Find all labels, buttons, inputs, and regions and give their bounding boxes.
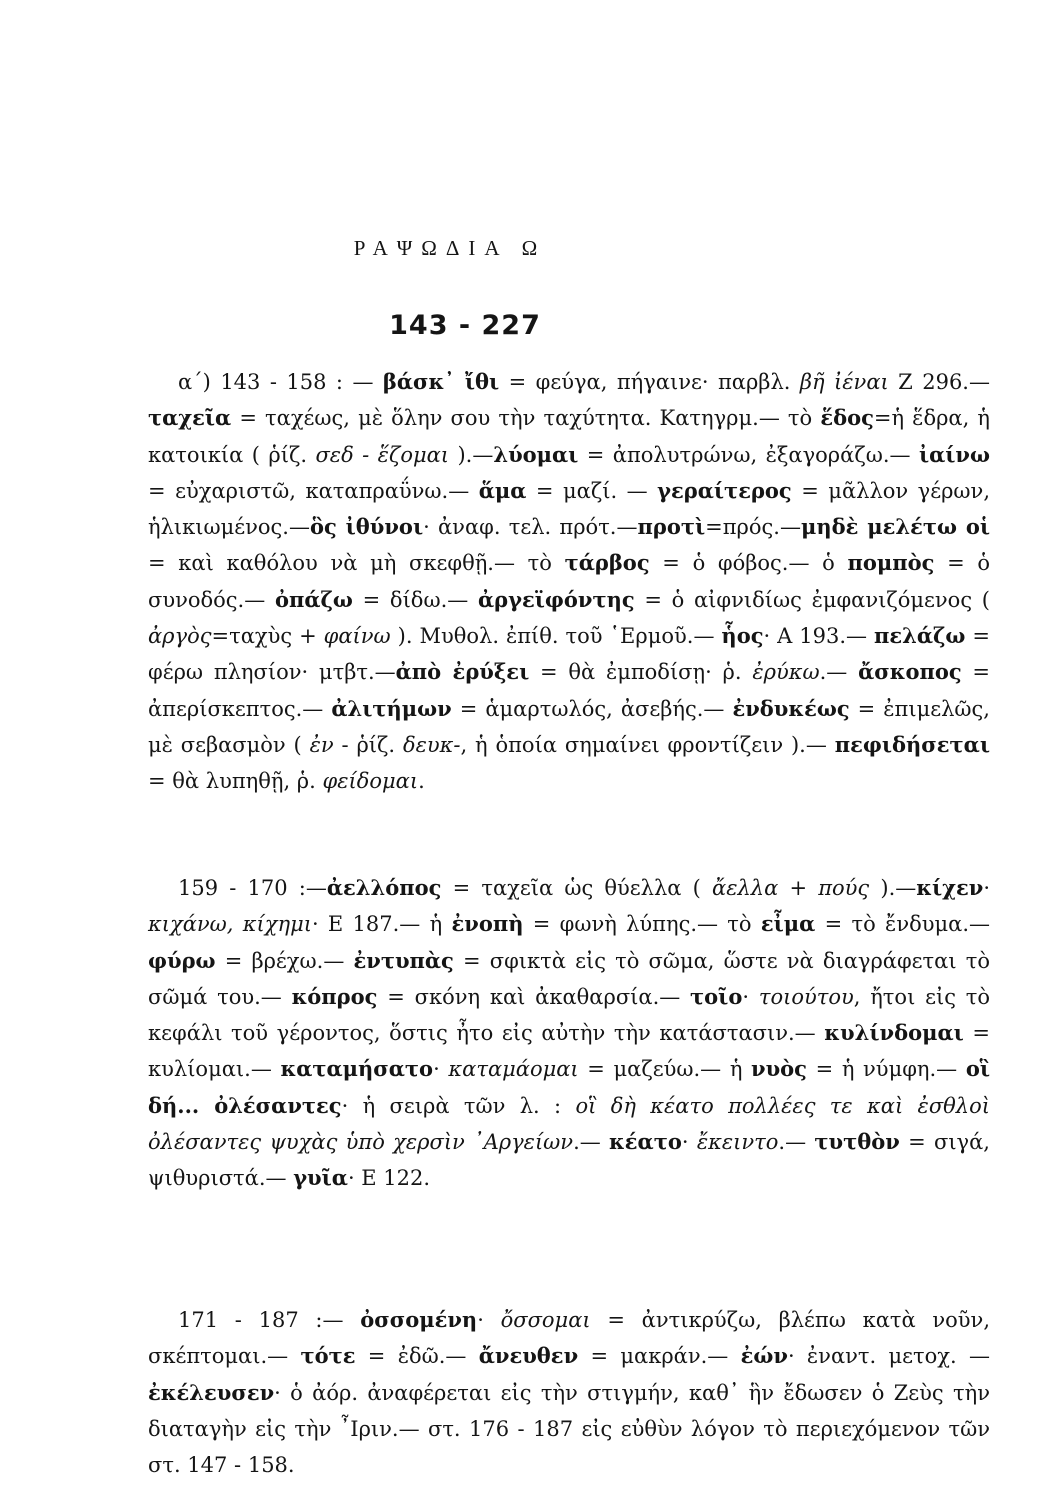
commentary-text: = δίδω.— xyxy=(352,587,478,612)
commentary-text: · Ε 122. xyxy=(347,1166,431,1191)
commentary-text: = ἀντικρύζω, βλέπω κατὰ νοῦν, σκέπτομαι.— xyxy=(148,1308,991,1369)
commentary-text: = φέρω πλησίον· μτβτ.— xyxy=(148,624,990,685)
commentary-text: = ἀπερίσκεπτος.— xyxy=(148,660,990,721)
commentary-text: = θὰ λυπηθῇ, ῥ. xyxy=(148,769,323,794)
lemma: ὃς ἰθύνοι xyxy=(309,514,424,540)
commentary-section-159-170 xyxy=(148,870,990,1197)
lemma: ἧος xyxy=(721,623,764,649)
lemma: τότε xyxy=(300,1343,356,1369)
italic-text: σεδ - ἕζομαι xyxy=(315,442,450,467)
commentary-text: = φεύγα, πήγαινε· παρβλ. xyxy=(499,370,800,394)
italic-text: τοιούτου xyxy=(758,984,854,1009)
commentary-text: · xyxy=(983,876,990,900)
commentary-text: ).— xyxy=(869,876,917,900)
commentary-text: .— xyxy=(819,660,859,685)
lemma: ἰαίνω xyxy=(918,441,990,467)
lemma: τυτθὸν xyxy=(814,1129,900,1155)
italic-text: φαίνω xyxy=(323,624,391,649)
lemma: ἄσκοπος xyxy=(858,659,962,685)
italic-text: ἐν xyxy=(309,732,334,757)
commentary-text: = μᾶλλον γέρων, ἡλικιωμένος.— xyxy=(148,478,990,540)
commentary-text: = ἡ νύμφη.— xyxy=(806,1057,966,1082)
italic-text: ἄελλα xyxy=(712,876,779,900)
running-head: ΡΑΨΩΔΙΑ Ω xyxy=(353,236,547,260)
commentary-text: · Α 193.— xyxy=(763,624,874,649)
commentary-text: · xyxy=(477,1308,501,1332)
commentary-text: - ῥίζ. xyxy=(333,732,403,757)
commentary-text: + xyxy=(778,876,819,900)
lemma: οἳ δή... ὀλέσαντες xyxy=(148,1056,990,1118)
commentary-text: =πρός.— xyxy=(705,515,801,540)
commentary-text: · xyxy=(681,1130,697,1155)
commentary-text: = ἁμαρτωλός, ἀσεβής.— xyxy=(451,696,733,721)
commentary-text: .— xyxy=(778,1130,815,1155)
lemma: ἀελλόπος xyxy=(326,875,442,900)
commentary-text: ).— xyxy=(449,442,494,467)
lemma: ὀσσομένη xyxy=(360,1307,478,1332)
italic-text: ἔκειντο xyxy=(696,1130,779,1155)
italic-text: ἐρύκω xyxy=(752,660,820,685)
commentary-text: · ἀναφ. τελ. πρότ.— xyxy=(423,515,638,540)
commentary-text: = μακράν.— xyxy=(578,1344,741,1369)
commentary-text: · ἐναντ. μετοχ. — xyxy=(787,1344,990,1369)
commentary-section-171-187 xyxy=(148,1302,990,1483)
lemma: κυλίνδομαι xyxy=(824,1020,964,1046)
commentary-text: , ἤτοι εἰς τὸ κεφάλι τοῦ γέροντος, ὅστις ἦτο εἰς αὐτὴν τὴν κατάστασιν.— xyxy=(148,984,991,1046)
lemma: πομπὸς xyxy=(847,550,935,576)
commentary-text: = ἐδῶ.— xyxy=(355,1344,479,1369)
commentary-text: ). Μυθολ. ἐπίθ. τοῦ ῾Ερμοῦ.— xyxy=(390,624,722,649)
lemma: ἅμα xyxy=(478,477,527,503)
italic-text: οἳ δὴ κέατο πολλέες τε καὶ ἐσθλοὶ ὀλέσαντες ψυχὰς ὑπὸ χερσὶν ᾿Αργείων xyxy=(148,1093,990,1155)
lemma: ἐνοπὴ xyxy=(451,911,524,937)
lemma: ἀπὸ ἐρύξει xyxy=(395,659,530,685)
commentary-text: = μαζί. — xyxy=(526,478,658,503)
lemma: ἐντυπὰς xyxy=(353,947,454,973)
lemma: νυὸς xyxy=(751,1056,807,1082)
commentary-text: Ζ 296.— xyxy=(888,370,990,394)
lemma: ἕδος xyxy=(820,405,874,431)
lemma: ἀργεϊφόντης xyxy=(477,586,635,612)
commentary-text: = εὐχαριστῶ, καταπραΰνω.— xyxy=(148,478,479,503)
lemma: μηδὲ μελέτω οἱ xyxy=(800,514,990,540)
commentary-text: =ἡ ἕδρα, ἡ κατοικία ( ῥίζ. xyxy=(148,406,990,467)
lemma: πελάζω xyxy=(873,623,966,649)
italic-text: βῆ ἰέναι xyxy=(799,370,889,394)
lemma: ὀπάζω xyxy=(274,586,353,612)
italic-text: ὄσσομαι xyxy=(500,1308,591,1332)
commentary-text: 159 - 170 :— xyxy=(178,876,327,900)
commentary-text: 171 - 187 :— xyxy=(178,1308,361,1332)
commentary-text: = κυλίομαι.— xyxy=(148,1021,990,1082)
commentary-text: = ἐπιμελῶς, μὲ σεβασμὸν ( xyxy=(148,696,990,757)
commentary-text: = ὁ αἰφνιδίως ἐμφανιζόμενος ( xyxy=(634,587,990,612)
lemma: ἀλιτήμων xyxy=(331,695,452,721)
commentary-text: = τὸ ἔνδυμα.— xyxy=(815,912,991,937)
commentary-text: = σκόνη καὶ ἀκαθαρσία.— xyxy=(377,984,691,1009)
italic-text: πούς xyxy=(818,876,870,900)
lemma: προτὶ xyxy=(637,514,706,540)
commentary-text: · xyxy=(742,984,759,1009)
italic-text: δευκ- xyxy=(402,732,461,757)
verse-range-title: 143 - 227 xyxy=(389,310,541,341)
lemma: γυῖα xyxy=(293,1165,348,1191)
italic-text: κιχάνω, κίχημι xyxy=(148,912,312,937)
commentary-text: = ἀπολυτρώνω, ἐξαγοράζω.— xyxy=(578,442,919,467)
lemma: ταχεῖα xyxy=(148,405,232,431)
lemma: κέατο xyxy=(609,1129,682,1155)
commentary-text: .— xyxy=(573,1130,610,1155)
commentary-text: = καὶ καθόλου νὰ μὴ σκεφθῇ.— τὸ xyxy=(148,551,565,576)
commentary-text: , ἡ ὁποία σημαίνει φροντίζειν ).— xyxy=(460,732,835,757)
lemma: φύρω xyxy=(148,947,216,973)
commentary-text: = μαζεύω.— ἡ xyxy=(578,1057,752,1082)
lemma: ἐνδυκέως xyxy=(732,695,850,721)
commentary-text: = ὁ συνοδός.— xyxy=(148,551,990,612)
commentary-text: = βρέχω.— xyxy=(215,948,354,973)
commentary-text: . xyxy=(418,769,425,794)
lemma: εἶμα xyxy=(760,911,816,937)
lemma: κόπρος xyxy=(291,983,378,1009)
lemma: γεραίτερος xyxy=(657,477,792,503)
lemma: τάρβος xyxy=(564,550,650,576)
lemma: καταμήσατο xyxy=(280,1056,434,1082)
commentary-text: = σφικτὰ εἰς τὸ σῶμα, ὥστε νὰ διαγράφεται τὸ σῶμά του.— xyxy=(148,948,990,1009)
commentary-text: · Ε 187.— ἡ xyxy=(311,912,452,937)
lemma: κίχεν xyxy=(916,875,984,900)
commentary-text: · ἡ σειρὰ τῶν λ. : xyxy=(341,1093,576,1118)
commentary-text: = φωνὴ λύπης.— τὸ xyxy=(523,912,761,937)
lemma: τοῖο xyxy=(690,983,743,1009)
lemma: πεφιδήσεται xyxy=(834,731,990,757)
italic-text: φείδομαι xyxy=(322,769,419,794)
lemma: λύομαι xyxy=(493,441,579,467)
lemma: ἐών xyxy=(740,1343,788,1369)
commentary-text: =ταχὺς + xyxy=(211,624,324,649)
commentary-text: = σιγά, ψιθυριστά.— xyxy=(148,1130,990,1191)
lemma: ἄνευθεν xyxy=(478,1343,579,1369)
commentary-text: = θὰ ἐμποδίσῃ· ῥ. xyxy=(529,660,753,685)
commentary-text: α΄) 143 - 158 : — xyxy=(178,370,383,394)
italic-text: ἀργὸς xyxy=(148,624,212,649)
commentary-section-143-158 xyxy=(148,364,990,800)
lemma: βάσκ᾽ ἴθι xyxy=(382,369,500,394)
commentary-text: = ταχέως, μὲ ὅλην σου τὴν ταχύτητα. Κατηγρμ.— τὸ xyxy=(231,406,821,431)
commentary-text: = ταχεῖα ὡς θύελλα ( xyxy=(441,876,713,900)
commentary-text: = ὁ φόβος.— ὁ xyxy=(649,551,848,576)
lemma: ἐκέλευσεν xyxy=(148,1379,275,1405)
commentary-text: · ὁ ἀόρ. ἀναφέρεται εἰς τὴν στιγμήν, καθ᾽ ἣν ἔδωσεν ὁ Ζεὺς τὴν διαταγὴν εἰς τὴν ῏Ιριν.— στ. 176 - 187 εἰς εὐθὺν λόγον τὸ περιεχόμενον τῶν στ. 147 - 158. xyxy=(148,1380,990,1478)
commentary-text: · xyxy=(433,1057,449,1082)
italic-text: καταμάομαι xyxy=(448,1057,579,1082)
